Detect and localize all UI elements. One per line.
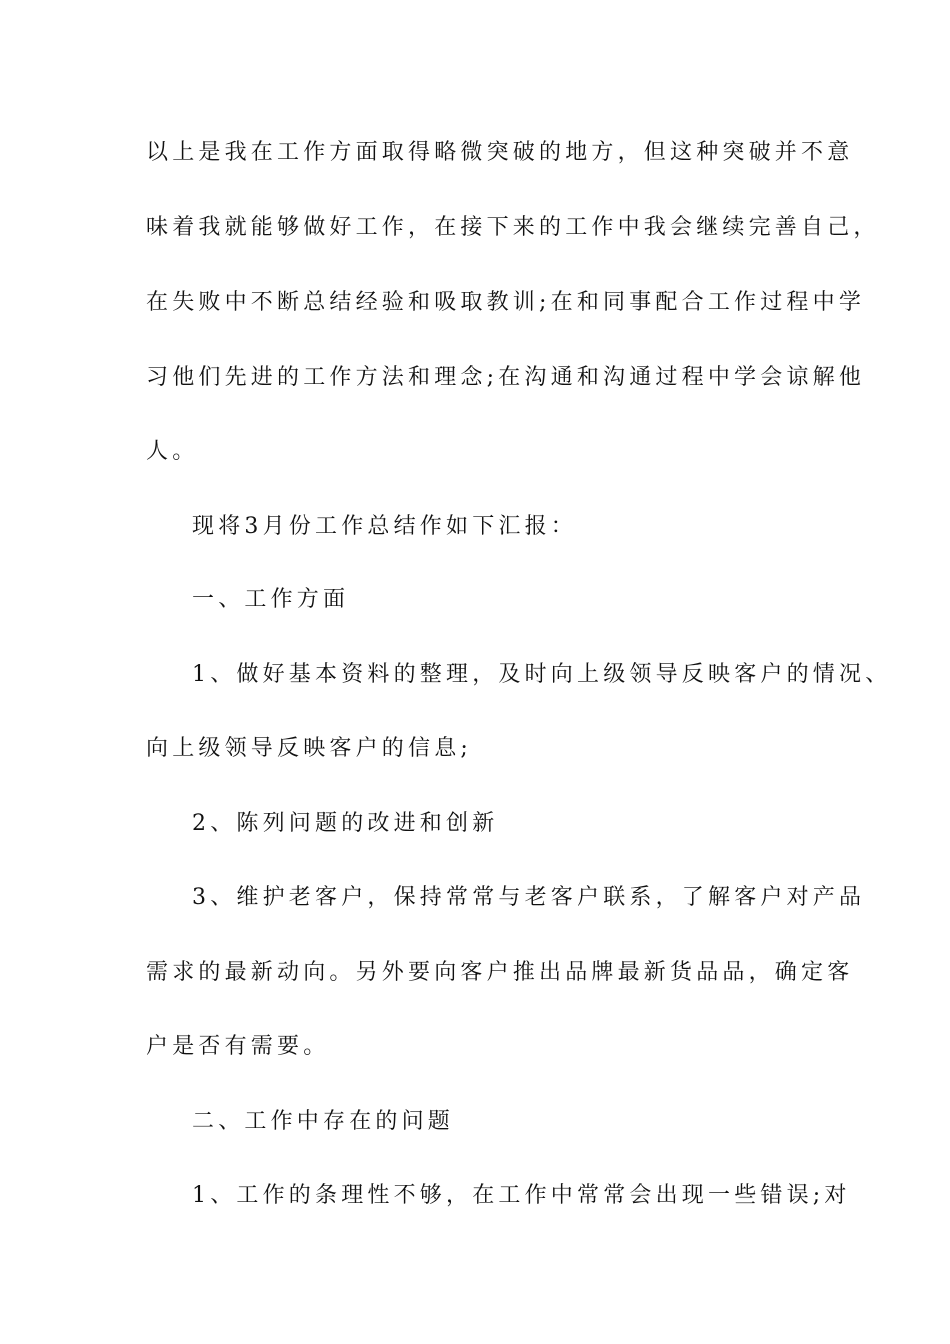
paragraph-line-4: 习他们先进的工作方法和理念;在沟通和沟通过程中学会谅解他 bbox=[146, 365, 866, 390]
item-1-line-1: 1、做好基本资料的整理，及时向上级领导反映客户的情况、 bbox=[192, 662, 892, 687]
paragraph-line-2: 味着我就能够做好工作，在接下来的工作中我会继续完善自己， bbox=[146, 215, 880, 240]
paragraph-line-1: 以上是我在工作方面取得略微突破的地方，但这种突破并不意 bbox=[146, 140, 854, 165]
item-3-line-2: 需求的最新动向。另外要向客户推出品牌最新货品品，确定客 bbox=[146, 960, 854, 985]
item-3-line-1: 3、维护老客户，保持常常与老客户联系，了解客户对产品 bbox=[192, 885, 866, 910]
problem-item-1-line-1: 1、工作的条理性不够，在工作中常常会出现一些错误;对 bbox=[192, 1183, 851, 1208]
paragraph-line-5: 人。 bbox=[146, 439, 199, 464]
paragraph-line-3: 在失败中不断总结经验和吸取教训;在和同事配合工作过程中学 bbox=[146, 290, 866, 315]
section-heading-work: 一、工作方面 bbox=[192, 587, 350, 612]
item-3-line-3: 户是否有需要。 bbox=[146, 1034, 330, 1059]
report-intro: 现将3月份工作总结作如下汇报： bbox=[192, 514, 577, 539]
item-1-line-2: 向上级领导反映客户的信息; bbox=[146, 736, 473, 761]
item-2: 2、陈列问题的改进和创新 bbox=[192, 811, 499, 836]
section-heading-problems: 二、工作中存在的问题 bbox=[192, 1109, 455, 1134]
